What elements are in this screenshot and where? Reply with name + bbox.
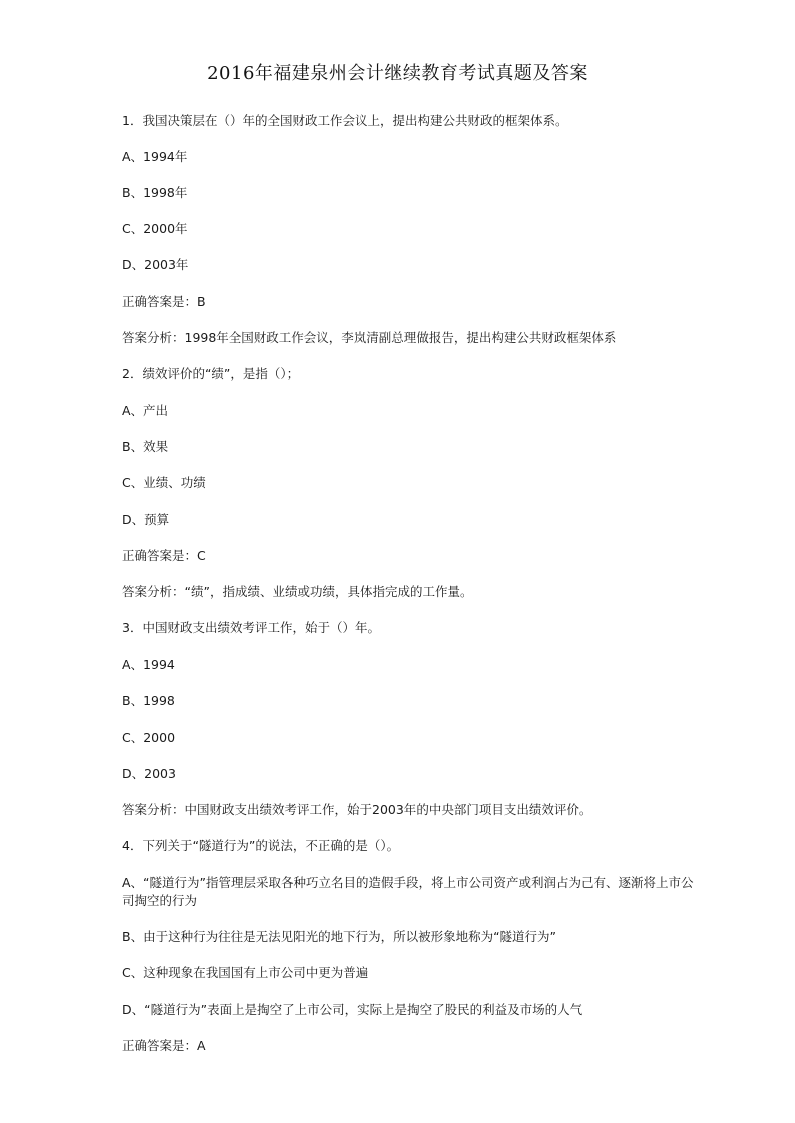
q2-option-a: A、产出 — [122, 403, 169, 418]
question-4: 4．下列关于“隧道行为”的说法，不正确的是（）。 — [122, 838, 400, 853]
q1-analysis: 答案分析：1998年全国财政工作会议，李岚清副总理做报告，提出构建公共财政框架体系 — [122, 330, 617, 345]
page-title: 2016年福建泉州会计继续教育考试真题及答案 — [207, 63, 588, 84]
q1-option-c: C、2000年 — [122, 221, 188, 236]
q3-option-c: C、2000 — [122, 730, 176, 745]
question-1: 1．我国决策层在（）年的全国财政工作会议上，提出构建公共财政的框架体系。 — [122, 113, 568, 128]
q1-option-b: B、1998年 — [122, 185, 188, 200]
q3-option-a: A、1994 — [122, 657, 175, 672]
q4-option-b: B、由于这种行为往往是无法见阳光的地下行为，所以被形象地称为“隧道行为” — [122, 929, 557, 944]
question-2: 2．绩效评价的“绩”，是指（）； — [122, 366, 300, 381]
q2-option-d: D、预算 — [122, 512, 170, 527]
q3-analysis: 答案分析：中国财政支出绩效考评工作，始于2003年的中央部门项目支出绩效评价。 — [122, 802, 592, 817]
question-3: 3．中国财政支出绩效考评工作，始于（）年。 — [122, 620, 380, 635]
q3-option-d: D、2003 — [122, 766, 176, 781]
q4-answer: 正确答案是：A — [122, 1038, 206, 1053]
q2-option-b: B、效果 — [122, 439, 169, 454]
q2-answer: 正确答案是：C — [122, 548, 206, 563]
q2-analysis: 答案分析：“绩”，指成绩、业绩或功绩，具体指完成的工作量。 — [122, 584, 473, 599]
q1-option-d: D、2003年 — [122, 257, 189, 272]
q2-option-c: C、业绩、功绩 — [122, 475, 206, 490]
q4-option-d: D、“隧道行为”表面上是掏空了上市公司，实际上是掏空了股民的利益及市场的人气 — [122, 1002, 583, 1017]
q1-answer: 正确答案是：B — [122, 294, 206, 309]
q3-option-b: B、1998 — [122, 693, 175, 708]
q4-option-a: A、“隧道行为”指管理层采取各种巧立名目的造假手段，将上市公司资产或利润占为己有、逐渐将上市公司掏空的行为 — [122, 875, 694, 908]
q4-option-c: C、这种现象在我国国有上市公司中更为普遍 — [122, 965, 369, 980]
q1-option-a: A、1994年 — [122, 149, 188, 164]
